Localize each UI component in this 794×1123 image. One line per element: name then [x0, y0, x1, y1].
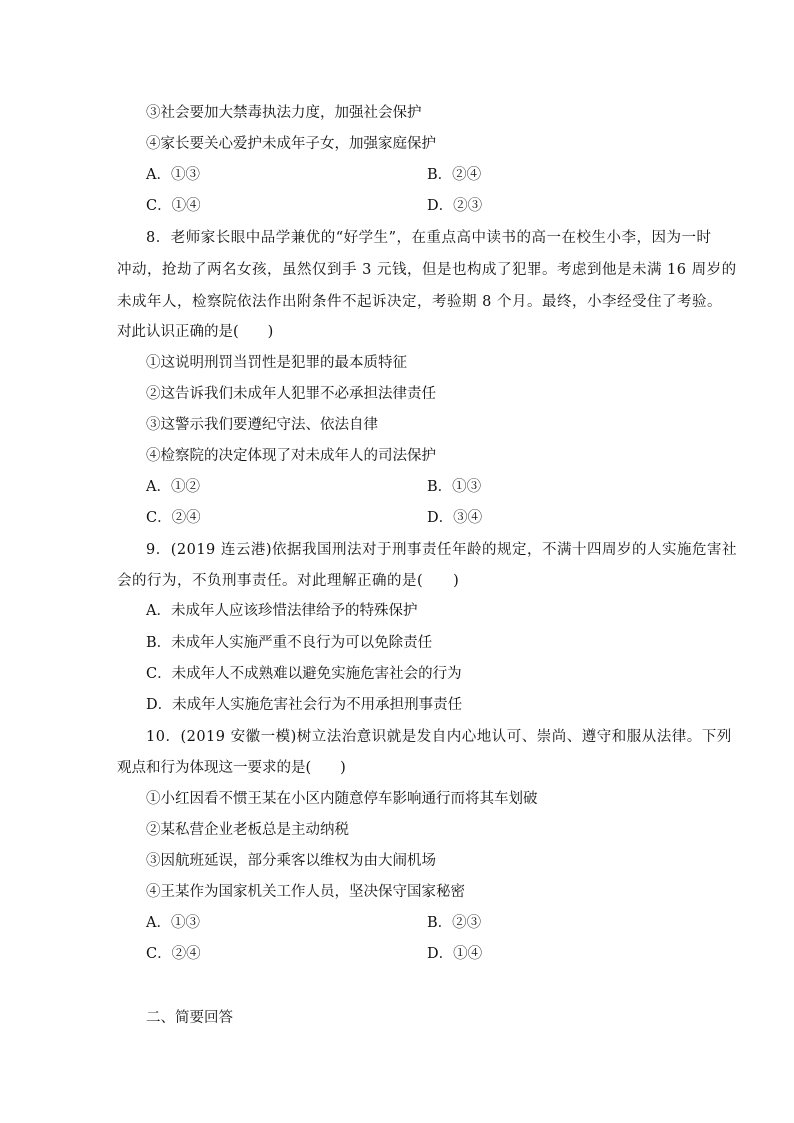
q8-stem-line-4: 对此认识正确的是( )	[117, 324, 274, 340]
q9-stem-line-2: 会的行为，不负刑事责任。对此理解正确的是( )	[117, 573, 460, 589]
q8-option-a: A．①②	[146, 479, 200, 495]
q10-statement-4: ④王某作为国家机关工作人员，坚决保守国家秘密	[146, 884, 465, 900]
q9-option-d: D．未成年人实施危害社会行为不用承担刑事责任	[146, 697, 463, 713]
q10-statement-2: ②某私营企业老板总是主动纳税	[146, 822, 349, 838]
q9-option-a: A．未成年人应该珍惜法律给予的特殊保护	[146, 603, 418, 619]
option-b: B．②④	[427, 167, 482, 183]
section-heading: 二、简要回答	[146, 1010, 233, 1026]
q8-option-c: C．②④	[146, 510, 201, 526]
option-c: C．①④	[146, 198, 201, 214]
q8-statement-1: ①这说明刑罚当罚性是犯罪的最本质特征	[146, 355, 407, 371]
q9-option-c: C．未成年人不成熟难以避免实施危害社会的行为	[146, 666, 462, 682]
statement-3: ③社会要加大禁毒执法力度，加强社会保护	[146, 105, 422, 121]
q8-option-d: D．③④	[427, 510, 483, 526]
q8-stem-line-2: 冲动，抢劫了两名女孩，虽然仅到手 3 元钱，但是也构成了犯罪。考虑到他是未满 16 周岁的	[117, 262, 737, 278]
q8-statement-3: ③这警示我们要遵纪守法、依法自律	[146, 417, 378, 433]
statement-4: ④家长要关心爱护未成年子女，加强家庭保护	[146, 136, 436, 152]
q10-stem-line-2: 观点和行为体现这一要求的是( )	[117, 760, 346, 776]
q10-option-c: C．②④	[146, 946, 201, 962]
q10-statement-1: ①小红因看不惯王某在小区内随意停车影响通行而将其车划破	[146, 791, 538, 807]
q8-stem-line-1: 8．老师家长眼中品学兼优的“好学生”，在重点高中读书的高一在校生小李，因为一时	[146, 230, 712, 246]
q8-option-b: B．①③	[427, 479, 482, 495]
q9-option-b: B．未成年人实施严重不良行为可以免除责任	[146, 635, 433, 651]
q10-stem-line-1: 10．(2019 安徽一模)树立法治意识就是发自内心地认可、崇尚、遵守和服从法律。下列	[146, 729, 732, 745]
option-a: A．①③	[146, 167, 200, 183]
q10-statement-3: ③因航班延误，部分乘客以维权为由大闹机场	[146, 853, 436, 869]
option-d: D．②③	[427, 198, 483, 214]
q8-statement-4: ④检察院的决定体现了对未成年人的司法保护	[146, 448, 436, 464]
q8-statement-2: ②这告诉我们未成年人犯罪不必承担法律责任	[146, 386, 436, 402]
q10-option-a: A．①③	[146, 915, 200, 931]
q9-stem-line-1: 9．(2019 连云港)依据我国刑法对于刑事责任年龄的规定，不满十四周岁的人实施危害社	[146, 542, 738, 558]
q10-option-d: D．①④	[427, 946, 483, 962]
q10-option-b: B．②③	[427, 915, 482, 931]
q8-stem-line-3: 未成年人，检察院依法作出附条件不起诉决定，考验期 8 个月。最终，小李经受住了考验。	[117, 294, 722, 310]
